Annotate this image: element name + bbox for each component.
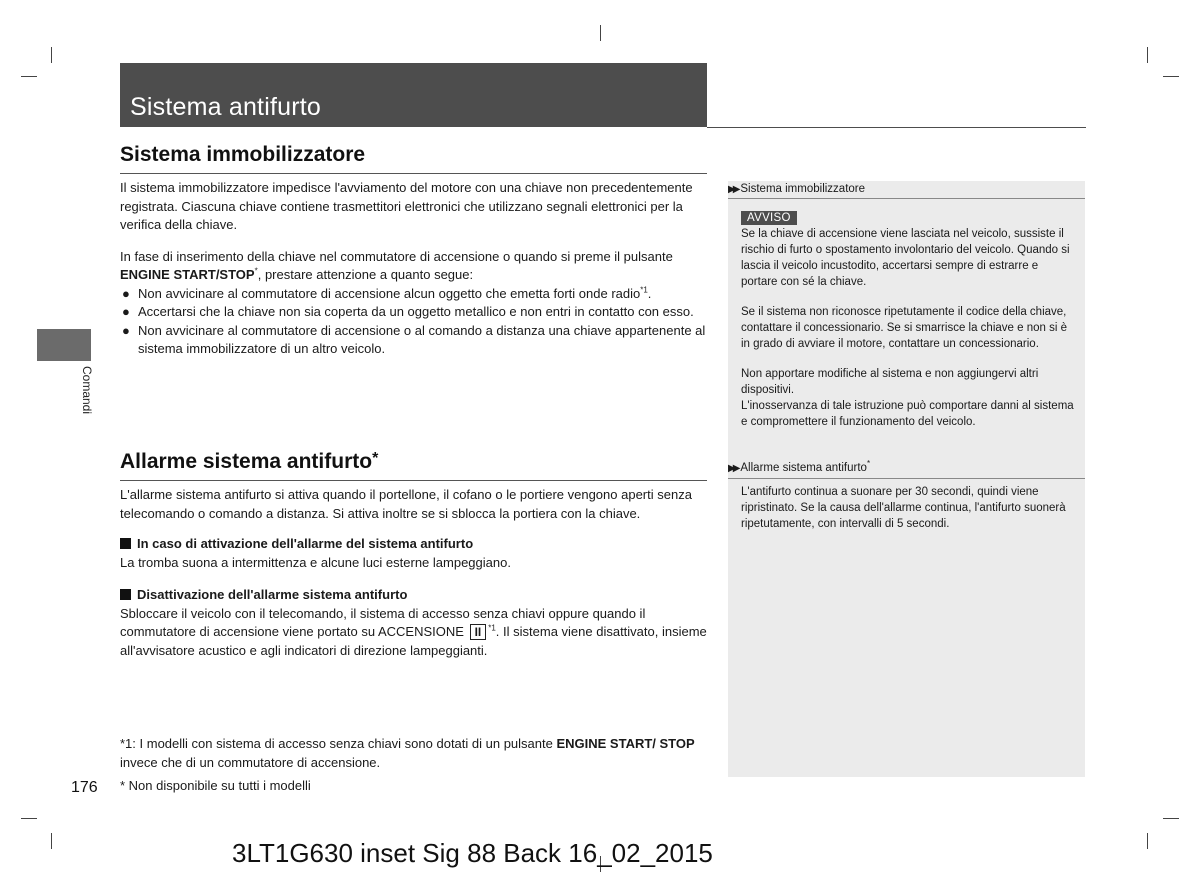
panel-rule: [728, 478, 1085, 479]
list-item: ● Non avvicinare al commutatore di accensione o al comando a distanza una chiave appartenente al sistema immobilizzatore di un altro veicolo.: [122, 322, 706, 356]
footnote-2: * Non disponibile su tutti i modelli: [120, 778, 311, 793]
alarm-sub1-text: La tromba suona a intermittenza e alcune luci esterne lampeggiano.: [120, 554, 511, 570]
square-bullet-icon: [120, 538, 131, 549]
crop-mark: [21, 818, 37, 819]
chapter-label: Comandi: [80, 366, 94, 415]
warning-label: AVVISO: [741, 208, 797, 226]
crop-mark: [51, 47, 52, 63]
section-rule: [120, 173, 707, 174]
immobilizer-bullet-list: [120, 285, 710, 359]
immobilizer-para1: Il sistema immobilizzatore impedisce l'avviamento del motore con una chiave non precedentemente registrata. Ciascuna chiave contiene trasmettitori elettronici che utilizzano segnali elettronici per la verifica della chiave.: [120, 180, 693, 232]
panel-note: Non apportare modifiche al sistema e non aggiungervi altri dispositivi.: [741, 368, 1039, 396]
section-rule: [120, 480, 707, 481]
panel-head-immobilizer: ▶▶ Sistema immobilizzatore: [728, 183, 866, 195]
alarm-subheading-activation: In caso di attivazione dell'allarme del sistema antifurto: [120, 535, 710, 554]
alarm-subheading-deactivation: Disattivazione dell'allarme sistema antifurto: [120, 586, 710, 605]
crop-mark: [51, 833, 52, 849]
immobilizer-body: [120, 179, 710, 359]
page-title: Sistema antifurto: [130, 93, 321, 121]
footnote-1: *1: I modelli con sistema di accesso senza chiavi sono dotati di un pulsante ENGINE START/ STOP invece che di un commutatore di accensione.: [120, 736, 695, 770]
crop-mark: [1147, 833, 1148, 849]
page-number: 176: [71, 779, 98, 796]
chapter-tab: [37, 329, 91, 361]
panel-note: Se la chiave di accensione viene lasciata nel veicolo, sussiste il rischio di furto o spostamento involontario del veicolo. Quando si lascia il veicolo incustodito, accertarsi sempre di estrarre e portare con sé la chiave.: [741, 228, 1070, 288]
section-heading-alarm: Allarme sistema antifurto*: [120, 450, 379, 473]
panel-head-alarm: ▶▶ Allarme sistema antifurto*: [728, 459, 871, 474]
section-heading-immobilizer: Sistema immobilizzatore: [120, 143, 366, 166]
panel-note: L'inosservanza di tale istruzione può comportare danni al sistema e compromettere il funzionamento del veicolo.: [741, 400, 1074, 428]
ignition-position-box: II: [470, 624, 487, 640]
panel-alarm-text: L'antifurto continua a suonare per 30 secondi, quindi viene ripristinato. Se la causa dell'allarme continua, l'antifurto suonerà ripetutamente, con intervalli di 5 secondi.: [741, 486, 1066, 530]
crop-mark: [1163, 76, 1179, 77]
crop-mark: [21, 76, 37, 77]
alarm-para1: L'allarme sistema antifurto si attiva quando il portellone, il cofano o le portiere vengono aperti senza telecomando o comando a distanza. Si attiva inoltre se si sblocca la portiera con la chiave.: [120, 487, 692, 521]
crop-mark: [600, 25, 601, 41]
square-bullet-icon: [120, 589, 131, 600]
header-rule: [707, 127, 1086, 128]
panel-rule: [728, 198, 1085, 199]
print-code: 3LT1G630 inset Sig 88 Back 16_02_2015: [232, 838, 713, 868]
crop-mark: [1147, 47, 1148, 63]
double-arrow-icon: ▶▶: [728, 463, 738, 474]
panel-immobilizer-text: [741, 226, 1077, 430]
list-item: ● Non avvicinare al commutatore di accensione alcun oggetto che emetta forti onde radio$^{*1}$.: [122, 285, 652, 301]
double-arrow-icon: ▶▶: [728, 184, 738, 195]
crop-mark: [1163, 818, 1179, 819]
panel-note: Se il sistema non riconosce ripetutamente il codice della chiave, contattare il concessionario. Se si smarrisce la chiave e non si è in grado di avviare il motore, contattare un concessionario.: [741, 306, 1067, 350]
immobilizer-para2: In fase di inserimento della chiave nel commutatore di accensione o quando si preme il pulsante ENGINE START/STOP*, prestare attenzione a quanto segue:: [120, 248, 673, 282]
alarm-body: [120, 486, 710, 660]
list-item: ● Accertarsi che la chiave non sia coperta da un oggetto metallico e non entri in contatto con esso.: [122, 304, 694, 319]
alarm-sub2-text: Sbloccare il veicolo con il telecomando, il sistema di accesso senza chiavi oppure quando il commutatore di accensione viene portato su ACCENSIONE II $^{*1}$. Il sistema viene disattivato, insieme all'avvisatore acustico e agli indicatori di direzione lampeggianti.: [120, 605, 707, 658]
